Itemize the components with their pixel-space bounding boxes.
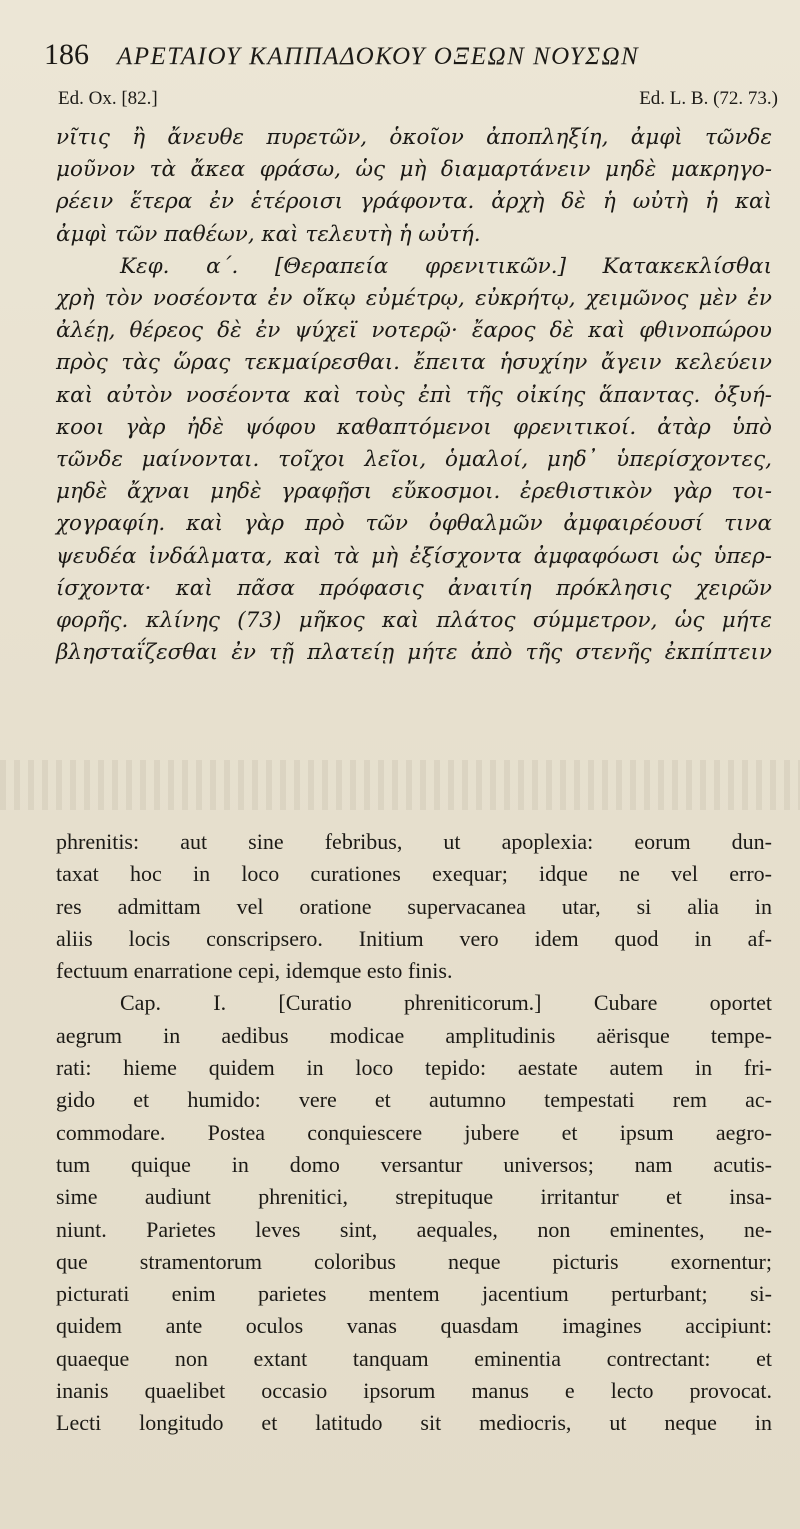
page-number: 186 [44, 38, 89, 71]
latin-line: rati: hieme quidem in loco tepido: aestate autem in fri- [56, 1055, 772, 1081]
greek-line: φορῆς. κλίνης (73) μῆκος καὶ πλάτος σύμμετρον, ὡς μήτε [56, 608, 772, 634]
greek-line: ψευδέα ἰνδάλματα, καὶ τὰ μὴ ἐξίσχοντα ἀμφαφόωσι ὡς ὑπερ- [56, 543, 772, 569]
latin-line: quidem ante oculos vanas quasdam imagines accipiunt: [56, 1313, 772, 1339]
latin-text-block [56, 826, 772, 1440]
latin-line: picturati enim parietes mentem jacentium perturbant; si- [56, 1281, 772, 1307]
greek-line: κοοι γὰρ ἠδὲ ψόφου καθαπτόμενοι φρενιτικοί. ἀτὰρ ὑπὸ [56, 414, 772, 440]
latin-line: tum quique in domo versantur universos; nam acutis- [56, 1151, 772, 1177]
greek-chapter-heading-line: Κεφ. α΄. [Θεραπεία φρενιτικῶν.] Κατακεκλίσθαι [120, 253, 772, 279]
bleed-through-strip [0, 760, 800, 810]
edition-reference-line [58, 88, 778, 110]
running-title: ΑΡΕΤΑΙΟΥ ΚΑΠΠΑΔΟΚΟΥ ΟΞΕΩΝ ΝΟΥΣΩΝ [117, 43, 640, 70]
greek-line: ίσχοντα· καὶ πᾶσα πρόφασις ἀναιτίη πρόκλησις χειρῶν [56, 575, 772, 601]
greek-line: μηδὲ ἄχναι μηδὲ γραφῇσι εὔκοσμοι. ἐρεθιστικὸν γὰρ τοι- [56, 479, 772, 505]
latin-line: aliis locis conscripsero. Initium vero idem quod in af- [56, 925, 772, 951]
greek-line: καὶ αὐτὸν νοσέοντα καὶ τοὺς ἐπὶ τῆς οἰκίης ἅπαντας. ὀξυή- [56, 382, 772, 408]
greek-line: χογραφίη. καὶ γὰρ πρὸ τῶν ὀφθαλμῶν ἀμφαιρέουσί τινα [56, 511, 772, 537]
latin-chapter-heading-line: Cap. I. [Curatio phreniticorum.] Cubare oportet [120, 990, 772, 1016]
latin-line: res admittam vel oratione supervacanea utar, si alia in [56, 893, 772, 919]
greek-line: ρέειν ἕτερα ἐν ἑτέροισι γράφοντα. ἀρχὴ δὲ ἡ ωὐτὴ ἡ καὶ [56, 189, 772, 215]
greek-line: τῶνδε μαίνονται. τοῖχοι λεῖοι, ὁμαλοί, μηδ᾽ ὑπερίσχοντες, [56, 447, 772, 473]
latin-line: Lecti longitudo et latitudo sit mediocris, ut neque in [56, 1410, 772, 1436]
greek-line: νῖτις ἢ ἄνευθε πυρετῶν, ὁκοῖον ἀποπληξίη, ἀμφὶ τῶνδε [56, 125, 772, 150]
latin-line: inanis quaelibet occasio ipsorum manus e lecto provocat. [56, 1378, 772, 1404]
latin-line: niunt. Parietes leves sint, aequales, non eminentes, ne- [56, 1216, 772, 1242]
greek-line: μοῦνον τὰ ἄκεα φράσω, ὡς μὴ διαμαρτάνειν μηδὲ μακρηγο- [56, 157, 772, 183]
latin-line: aegrum in aedibus modicae amplitudinis aërisque tempe- [56, 1022, 772, 1048]
latin-line: sime audiunt phrenitici, strepituque irritantur et insa- [56, 1184, 772, 1210]
edition-left: Ed. Ox. [82.] [58, 88, 158, 109]
greek-line: χρὴ τὸν νοσέοντα ἐν οἴκῳ εὐμέτρῳ, εὐκρήτῳ, χειμῶνος μὲν ἐν [56, 286, 772, 312]
latin-line: que stramentorum coloribus neque picturis exornentur; [56, 1248, 772, 1274]
greek-line: βλησταΐζεσθαι ἐν τῇ πλατείῃ μήτε ἀπὸ τῆς στενῆς ἐκπίπτειν [56, 640, 772, 666]
latin-line: taxat hoc in loco curationes exequar; idque ne vel erro- [56, 861, 772, 887]
latin-line: commodare. Postea conquiescere jubere et ipsum aegro- [56, 1119, 772, 1145]
latin-line: fectuum enarratione cepi, idemque esto finis. [56, 958, 453, 984]
greek-line: πρὸς τὰς ὥρας τεκμαίρεσθαι. ἔπειτα ἡσυχίην ἄγειν κελεύειν [56, 350, 772, 376]
latin-line: gido et humido: vere et autumno tempestati rem ac- [56, 1087, 772, 1113]
page-header [44, 38, 764, 78]
greek-line: ἀμφὶ τῶν παθέων, καὶ τελευτὴ ἡ ωὐτή. [56, 221, 481, 247]
latin-line: phrenitis: aut sine febribus, ut apoplexia: eorum dun- [56, 829, 772, 854]
greek-line: ἀλέῃ, θέρεος δὲ ἐν ψύχεϊ νοτερῷ· ἔαρος δὲ καὶ φθινοπώρου [56, 318, 772, 344]
edition-right: Ed. L. B. (72. 73.) [639, 88, 778, 109]
latin-line: quaeque non extant tanquam eminentia contrectant: et [56, 1345, 772, 1371]
greek-text-block [56, 122, 772, 669]
